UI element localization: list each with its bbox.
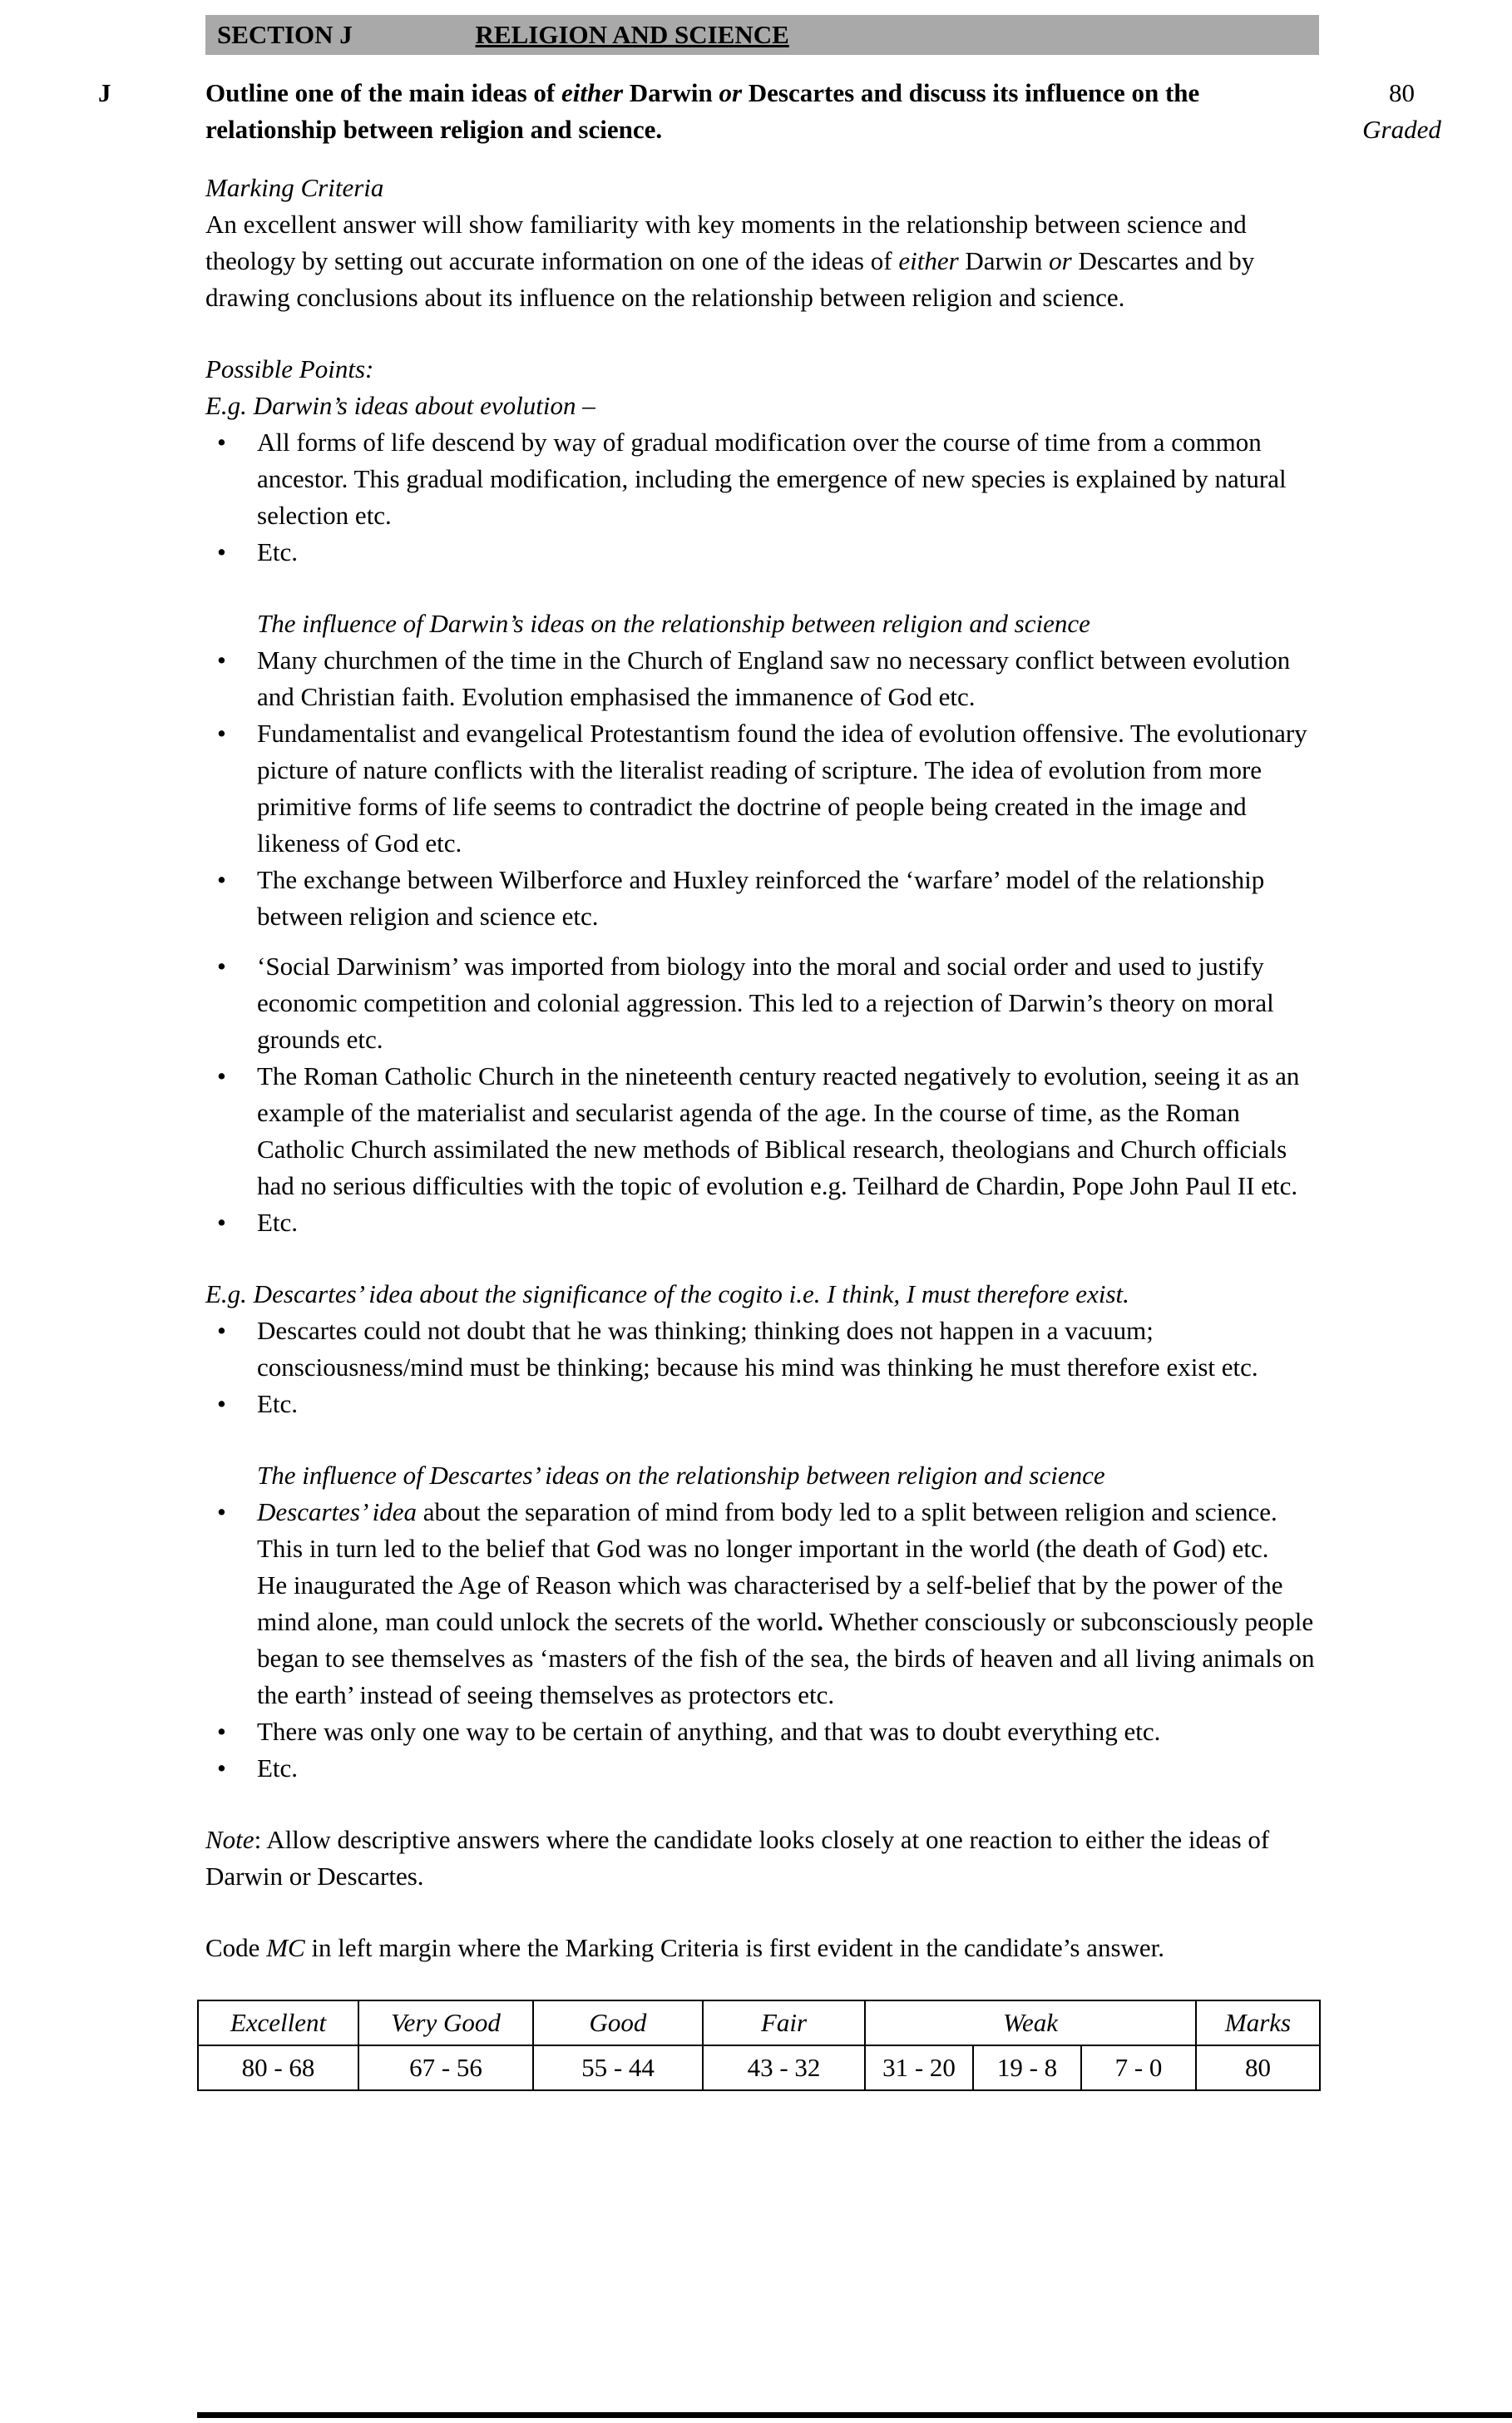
note-text: : Allow descriptive answers where the candidate looks closely at one reaction to either the ideas of Darwin or Descartes. [205, 1825, 1270, 1891]
darwin-influence-list [205, 642, 1319, 1241]
darwin-ideas-list [205, 424, 1319, 571]
list-item: • All forms of life descend by way of gradual modification over the course of time from a common ancestor. This gradual modification, including the emergence of new species is explained by natural selection etc. [205, 424, 1319, 534]
grade-header-excellent: Excellent [198, 2000, 358, 2045]
list-item: • There was only one way to be certain of anything, and that was to doubt everything etc. [205, 1713, 1319, 1750]
marking-criteria-heading: Marking Criteria [205, 173, 384, 202]
grade-value-weak-3: 7 - 0 [1081, 2045, 1196, 2090]
grade-value-excellent: 80 - 68 [198, 2045, 358, 2090]
code-text: Code [205, 1933, 267, 1962]
darwin-influence-heading: The influence of Darwin’s ideas on the relationship between religion and science [257, 609, 1090, 638]
graded-label: Graded [1362, 115, 1441, 144]
code-paragraph [205, 1930, 1319, 1966]
grade-header-good: Good [533, 2000, 703, 2045]
descartes-influence-heading: The influence of Descartes’ ideas on the relationship between religion and science [257, 1461, 1105, 1490]
grade-header-very-good: Very Good [358, 2000, 533, 2045]
list-item: • The Roman Catholic Church in the nineteenth century reacted negatively to evolution, seeing it as an example of the materialist and secularist agenda of the age. In the course of time, as the Roman Catholic Church assimilated the new methods of Biblical research, theologians and Church officials had no serious difficulties with the topic of evolution e.g. Teilhard de Chardin, Pope John Paul II etc. [205, 1058, 1319, 1204]
page-bottom-rule [197, 2412, 1512, 2418]
descartes-idea-heading: E.g. Descartes’ idea about the significance of the cogito i.e. I think, I must therefore exist. [205, 1279, 1129, 1308]
descartes-influence-list [205, 1494, 1319, 1787]
grade-table-header-row [198, 2000, 1320, 2045]
list-item [205, 1494, 1319, 1713]
list-item: • Etc. [205, 1750, 1319, 1787]
marks-column [1321, 75, 1483, 148]
code-text: in left margin where the Marking Criteria is first evident in the candidate’s answer. [304, 1933, 1165, 1962]
darwin-ideas-heading: E.g. Darwin’s ideas about evolution – [205, 391, 595, 420]
question-part: Darwin [623, 78, 719, 107]
grade-header-fair: Fair [703, 2000, 865, 2045]
question-part-italic: either [561, 78, 624, 107]
bullet-text: He inaugurated the Age of Reason which was characterised by a self-belief that by the power of the mind alone, man could unlock the secrets of the world [257, 1570, 1283, 1636]
question-text [205, 75, 1319, 148]
question-part-italic: or [719, 78, 743, 107]
criteria-part: Descartes and by drawing conclusions about its influence on the relationship between religion and science. [205, 246, 1255, 312]
criteria-part: An excellent answer will show familiarity with key moments in the relationship between science and theology by setting out accurate information on one of the ideas of [205, 210, 1247, 275]
list-item: • Etc. [205, 534, 1319, 571]
page-content [205, 15, 1319, 2091]
question-part: Descartes and discuss its influence on the relationship between religion and science. [205, 78, 1200, 144]
marking-criteria-body [205, 206, 1319, 316]
list-item: • Fundamentalist and evangelical Protestantism found the idea of evolution offensive. The evolutionary picture of nature conflicts with the literalist reading of scripture. The idea of evolution from more primitive forms of life seems to contradict the doctrine of people being created in the image and likeness of God etc. [205, 715, 1319, 862]
criteria-part-italic: or [1049, 246, 1072, 275]
section-label: SECTION J [217, 20, 353, 49]
descartes-ideas-list [205, 1313, 1319, 1422]
bullet-bold-period: . [817, 1607, 823, 1636]
question-part: Outline one of the main ideas of [205, 78, 561, 107]
grade-table-values-row [198, 2045, 1320, 2090]
code-label-italic: MC [266, 1933, 305, 1962]
question-letter: J [98, 78, 111, 107]
list-item: • Descartes could not doubt that he was thinking; thinking does not happen in a vacuum; consciousness/mind must be thinking; because his mind was thinking he must therefore exist etc. [205, 1313, 1319, 1386]
grade-value-marks: 80 [1196, 2045, 1320, 2090]
criteria-part: Darwin [958, 246, 1050, 275]
bullet-text: about the separation of mind from body led to a split between religion and science. This in turn led to the belief that God was no longer important in the world (the death of God) etc. [257, 1497, 1277, 1563]
grade-value-fair: 43 - 32 [703, 2045, 865, 2090]
note-paragraph [205, 1822, 1319, 1895]
grade-value-weak-2: 19 - 8 [973, 2045, 1081, 2090]
section-title: RELIGION AND SCIENCE [475, 20, 789, 49]
list-item: • Etc. [205, 1204, 1319, 1241]
list-item: • Etc. [205, 1386, 1319, 1422]
list-item: • Many churchmen of the time in the Church of England saw no necessary conflict between evolution and Christian faith. Evolution emphasised the immanence of God etc. [205, 642, 1319, 715]
marks-value: 80 [1389, 78, 1415, 107]
grade-value-good: 55 - 44 [533, 2045, 703, 2090]
note-label: Note [205, 1825, 254, 1854]
possible-points-heading: Possible Points: [205, 354, 374, 383]
bullet-text: Whether consciously or subconsciously people began to see themselves as ‘masters of the fish of the sea, the birds of heaven and all living animals on the earth’ instead of seeing themselves as protectors etc. [257, 1607, 1315, 1709]
grade-value-very-good: 67 - 56 [358, 2045, 533, 2090]
list-item: • ‘Social Darwinism’ was imported from biology into the moral and social order and used to justify economic competition and colonial aggression. This led to a rejection of Darwin’s theory on moral grounds etc. [205, 948, 1319, 1058]
bullet-lead-italic: Descartes’ idea [257, 1497, 417, 1526]
grade-header-weak: Weak [865, 2000, 1196, 2045]
criteria-part-italic: either [898, 246, 959, 275]
grade-header-marks: Marks [1196, 2000, 1320, 2045]
list-item: • The exchange between Wilberforce and Huxley reinforced the ‘warfare’ model of the relationship between religion and science etc. [205, 862, 1319, 935]
grade-table [197, 2000, 1321, 2091]
grade-value-weak-1: 31 - 20 [865, 2045, 973, 2090]
section-header-bar [205, 15, 1319, 55]
